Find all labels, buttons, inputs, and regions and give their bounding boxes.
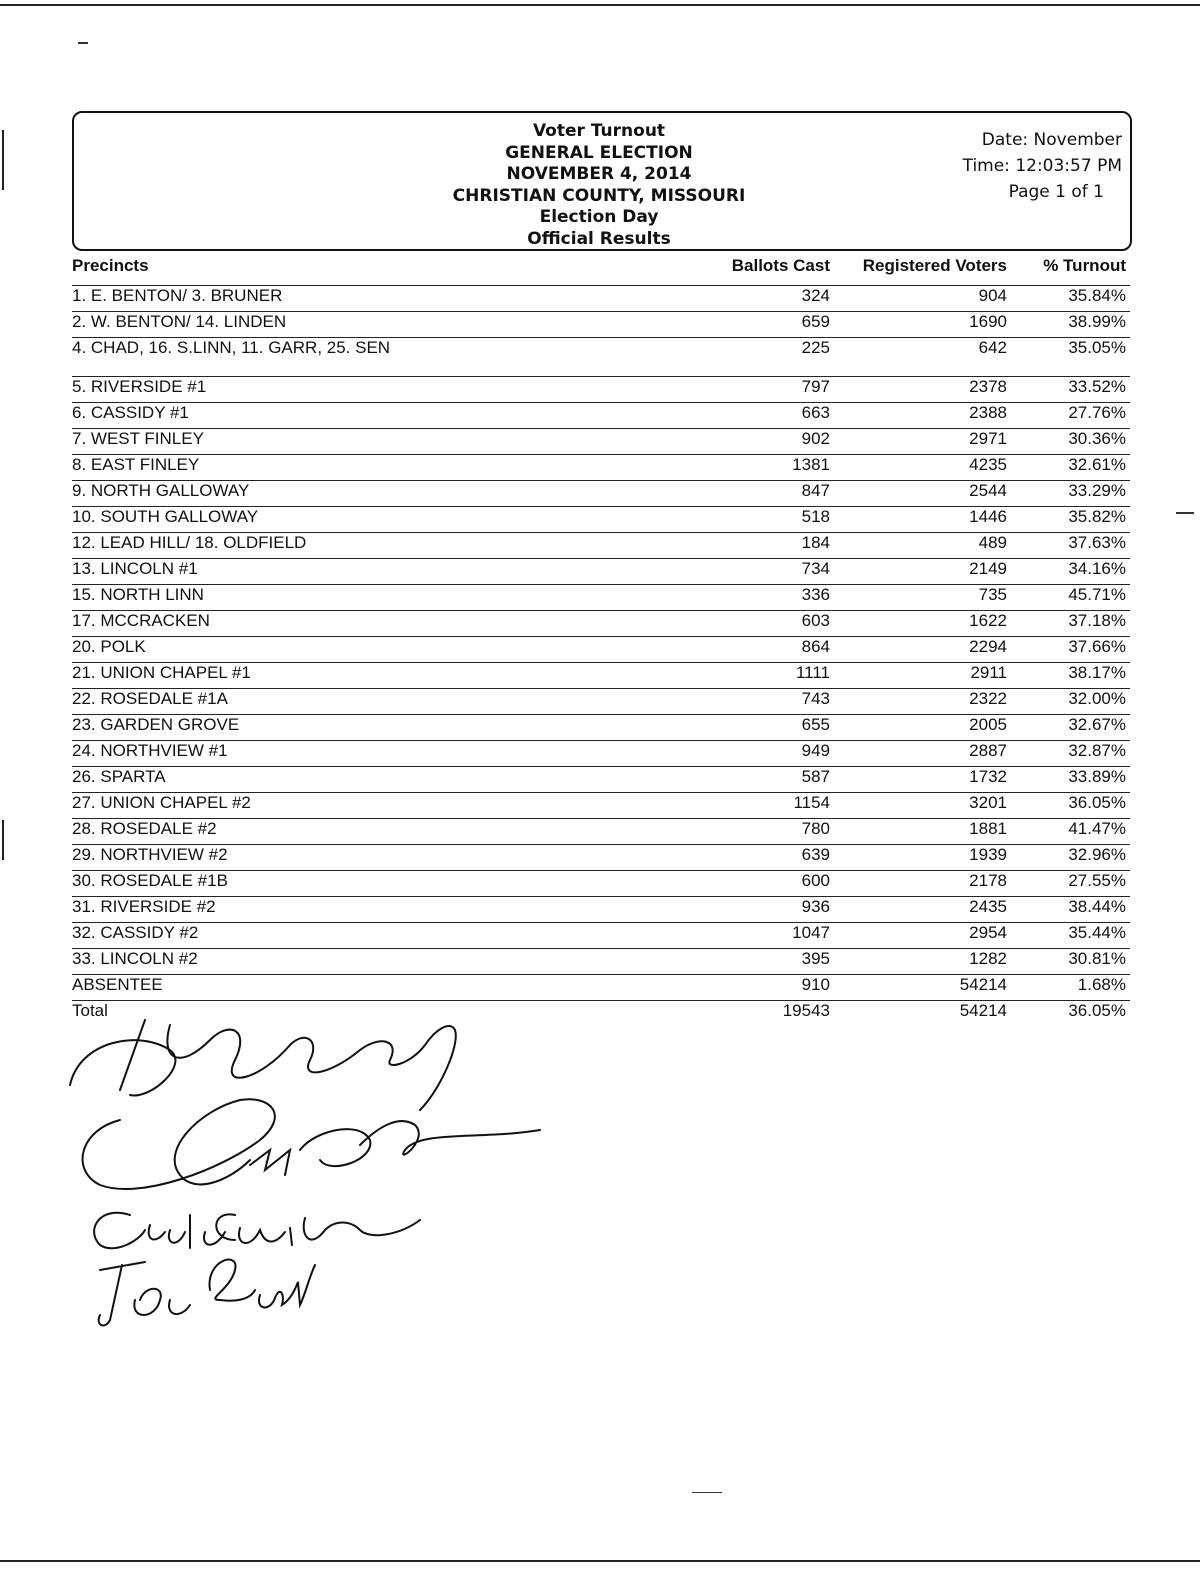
- turnout-percent-value: 30.81%: [1068, 949, 1126, 968]
- turnout-percent-value: 38.44%: [1068, 897, 1126, 916]
- table-row: [72, 311, 1130, 338]
- ballots-cast-value: 336: [801, 585, 830, 604]
- table-row: [72, 402, 1130, 429]
- turnout-percent-value: 35.05%: [1068, 338, 1126, 357]
- page-number: Page 1 of 1: [1008, 182, 1104, 202]
- scan-edge-left: [2, 130, 4, 190]
- county-name: CHRISTIAN COUNTY, MISSOURI: [452, 185, 746, 206]
- registered-voters-value: 2378: [969, 377, 1007, 396]
- scan-speck: [78, 42, 88, 44]
- turnout-percent-value: 35.84%: [1068, 286, 1126, 305]
- report-title: Voter Turnout: [532, 121, 666, 141]
- table-row: [72, 688, 1130, 715]
- precinct-name: 1. E. BENTON/ 3. BRUNER: [72, 286, 283, 305]
- precinct-name: 6. CASSIDY #1: [72, 403, 189, 422]
- table-row: [72, 896, 1130, 923]
- registered-voters-value: 904: [978, 286, 1007, 305]
- table-row: [72, 974, 1130, 1001]
- turnout-percent-value: 32.96%: [1068, 845, 1126, 864]
- registered-voters-value: 2294: [969, 637, 1007, 656]
- report-scope: Election Day: [539, 207, 659, 227]
- registered-voters-value: 54214: [959, 1001, 1007, 1020]
- report-header: [72, 111, 1132, 251]
- ballots-cast-value: 936: [801, 897, 830, 916]
- precinct-name: 22. ROSEDALE #1A: [72, 689, 228, 708]
- ballots-cast-value: 1047: [792, 923, 830, 942]
- turnout-percent-value: 36.05%: [1068, 793, 1126, 812]
- ballots-cast-value: 225: [801, 338, 830, 357]
- turnout-percent-value: 35.44%: [1068, 923, 1126, 942]
- precinct-name: 17. MCCRACKEN: [72, 611, 210, 630]
- handwritten-signatures-icon: [60, 1000, 580, 1340]
- precinct-name: 2. W. BENTON/ 14. LINDEN: [72, 312, 287, 331]
- registered-voters-value: 2435: [969, 897, 1007, 916]
- registered-voters-value: 1282: [969, 949, 1007, 968]
- registered-voters-value: 1939: [969, 845, 1007, 864]
- column-header-turnout: % Turnout: [1043, 256, 1126, 275]
- ballots-cast-value: 949: [801, 741, 830, 760]
- ballots-cast-value: 19543: [782, 1001, 830, 1020]
- scan-speck: [1176, 512, 1194, 514]
- ballots-cast-value: 797: [801, 377, 830, 396]
- report-time: Time: 12:03:57 PM: [962, 156, 1122, 176]
- table-row: [72, 558, 1130, 585]
- registered-voters-value: 1622: [969, 611, 1007, 630]
- turnout-percent-value: 33.29%: [1068, 481, 1126, 500]
- registered-voters-value: 2954: [969, 923, 1007, 942]
- turnout-percent-value: 41.47%: [1068, 819, 1126, 838]
- precinct-name: 30. ROSEDALE #1B: [72, 871, 228, 890]
- ballots-cast-value: 395: [801, 949, 830, 968]
- precinct-name: 12. LEAD HILL/ 18. OLDFIELD: [72, 533, 307, 552]
- ballots-cast-value: 603: [801, 611, 830, 630]
- registered-voters-value: 642: [978, 338, 1007, 357]
- turnout-percent-value: 38.99%: [1068, 312, 1126, 331]
- ballots-cast-value: 864: [801, 637, 830, 656]
- precinct-name: 33. LINCOLN #2: [72, 949, 198, 968]
- precinct-name: 32. CASSIDY #2: [72, 923, 199, 942]
- table-row: [72, 818, 1130, 845]
- turnout-percent-value: 35.82%: [1068, 507, 1126, 526]
- turnout-percent-value: 45.71%: [1068, 585, 1126, 604]
- ballots-cast-value: 1154: [793, 793, 830, 812]
- table-row: [72, 285, 1130, 312]
- report-status: Official Results: [527, 228, 671, 249]
- turnout-percent-value: 37.18%: [1068, 611, 1126, 630]
- table-row: [72, 610, 1130, 637]
- scan-edge-left-lower: [2, 820, 4, 860]
- turnout-percent-value: 32.67%: [1068, 715, 1126, 734]
- precinct-name: 27. UNION CHAPEL #2: [72, 793, 251, 812]
- ballots-cast-value: 780: [801, 819, 830, 838]
- table-row: [72, 480, 1130, 507]
- registered-voters-value: 4235: [969, 455, 1007, 474]
- ballots-cast-value: 600: [801, 871, 830, 890]
- precinct-name: 5. RIVERSIDE #1: [72, 377, 207, 396]
- precinct-name: 24. NORTHVIEW #1: [72, 741, 228, 760]
- registered-voters-value: 1446: [969, 507, 1007, 526]
- ballots-cast-value: 518: [801, 507, 830, 526]
- table-row: [72, 922, 1130, 949]
- precinct-name: 7. WEST FINLEY: [72, 429, 204, 448]
- column-header-ballots: Ballots Cast: [731, 256, 830, 275]
- turnout-percent-value: 37.63%: [1068, 533, 1126, 552]
- precinct-name: 8. EAST FINLEY: [72, 455, 200, 474]
- precinct-name: 13. LINCOLN #1: [72, 559, 198, 578]
- table-row: [72, 714, 1130, 741]
- turnout-percent-value: 1.68%: [1077, 975, 1126, 994]
- turnout-percent-value: 33.89%: [1068, 767, 1126, 786]
- ballots-cast-value: 743: [801, 689, 830, 708]
- precinct-name: 20. POLK: [72, 637, 146, 656]
- turnout-percent-value: 38.17%: [1068, 663, 1126, 682]
- column-header-precincts: Precincts: [72, 256, 149, 275]
- registered-voters-value: 1732: [969, 767, 1007, 786]
- election-name: GENERAL ELECTION: [505, 142, 693, 163]
- table-row: [72, 428, 1130, 455]
- table-row: [72, 740, 1130, 767]
- ballots-cast-value: 587: [801, 767, 830, 786]
- precinct-name: 29. NORTHVIEW #2: [72, 845, 228, 864]
- turnout-percent-value: 36.05%: [1068, 1001, 1126, 1020]
- registered-voters-value: 2911: [970, 663, 1007, 682]
- table-row: [72, 376, 1130, 403]
- registered-voters-value: 54214: [959, 975, 1007, 994]
- report-meta: [963, 127, 1122, 205]
- registered-voters-value: 2178: [969, 871, 1007, 890]
- precinct-name: 15. NORTH LINN: [72, 585, 204, 604]
- table-row: [72, 636, 1130, 663]
- registered-voters-value: 1881: [969, 819, 1007, 838]
- ballots-cast-value: 659: [801, 312, 830, 331]
- scan-speck: [692, 1492, 722, 1493]
- turnout-percent-value: 27.55%: [1068, 871, 1126, 890]
- turnout-percent-value: 30.36%: [1068, 429, 1126, 448]
- column-header-registered: Registered Voters: [862, 256, 1007, 275]
- table-row: [72, 454, 1130, 481]
- turnout-percent-value: 32.61%: [1068, 455, 1126, 474]
- precinct-name: 23. GARDEN GROVE: [72, 715, 240, 734]
- registered-voters-value: 2544: [969, 481, 1007, 500]
- ballots-cast-value: 910: [801, 975, 830, 994]
- ballots-cast-value: 1381: [792, 455, 830, 474]
- registered-voters-value: 2971: [969, 429, 1007, 448]
- registered-voters-value: 3201: [969, 793, 1007, 812]
- ballots-cast-value: 734: [801, 559, 830, 578]
- registered-voters-value: 2322: [969, 689, 1007, 708]
- precinct-name: ABSENTEE: [72, 975, 163, 994]
- precinct-name: 4. CHAD, 16. S.LINN, 11. GARR, 25. SEN: [72, 338, 391, 357]
- ballots-cast-value: 1111: [795, 663, 830, 682]
- turnout-percent-value: 32.87%: [1068, 741, 1126, 760]
- registered-voters-value: 735: [978, 585, 1007, 604]
- precinct-name: Total: [72, 1001, 108, 1020]
- turnout-percent-value: 37.66%: [1068, 637, 1126, 656]
- report-title-block: [414, 121, 784, 250]
- precinct-name: 26. SPARTA: [72, 767, 166, 786]
- ballots-cast-value: 847: [801, 481, 830, 500]
- election-date: NOVEMBER 4, 2014: [506, 164, 692, 184]
- ballots-cast-value: 324: [801, 286, 830, 305]
- precinct-name: 31. RIVERSIDE #2: [72, 897, 216, 916]
- table-row: [72, 766, 1130, 793]
- ballots-cast-value: 663: [801, 403, 830, 422]
- ballots-cast-value: 184: [801, 533, 830, 552]
- turnout-percent-value: 27.76%: [1068, 403, 1126, 422]
- registered-voters-value: 2149: [969, 559, 1007, 578]
- turnout-percent-value: 34.16%: [1068, 559, 1126, 578]
- precinct-name: 10. SOUTH GALLOWAY: [72, 507, 259, 526]
- scan-edge-top: [0, 4, 1200, 6]
- registered-voters-value: 489: [978, 533, 1007, 552]
- registered-voters-value: 2388: [969, 403, 1007, 422]
- report-date: Date: November: [981, 130, 1122, 150]
- table-row: [72, 948, 1130, 975]
- table-row: [72, 506, 1130, 533]
- registered-voters-value: 2005: [969, 715, 1007, 734]
- precinct-name: 9. NORTH GALLOWAY: [72, 481, 250, 500]
- registered-voters-value: 2887: [969, 741, 1007, 760]
- table-row: [72, 584, 1130, 611]
- table-row: [72, 844, 1130, 871]
- ballots-cast-value: 902: [801, 429, 830, 448]
- registered-voters-value: 1690: [969, 312, 1007, 331]
- table-row: [72, 532, 1130, 559]
- table-row: [72, 870, 1130, 897]
- precinct-name: 21. UNION CHAPEL #1: [72, 663, 251, 682]
- table-row: [72, 662, 1130, 689]
- ballots-cast-value: 639: [801, 845, 830, 864]
- precinct-name: 28. ROSEDALE #2: [72, 819, 217, 838]
- table-row: [72, 337, 1130, 377]
- ballots-cast-value: 655: [801, 715, 830, 734]
- table-row: [72, 792, 1130, 819]
- turnout-percent-value: 32.00%: [1068, 689, 1126, 708]
- scan-edge-bottom: [0, 1560, 1200, 1562]
- turnout-percent-value: 33.52%: [1068, 377, 1126, 396]
